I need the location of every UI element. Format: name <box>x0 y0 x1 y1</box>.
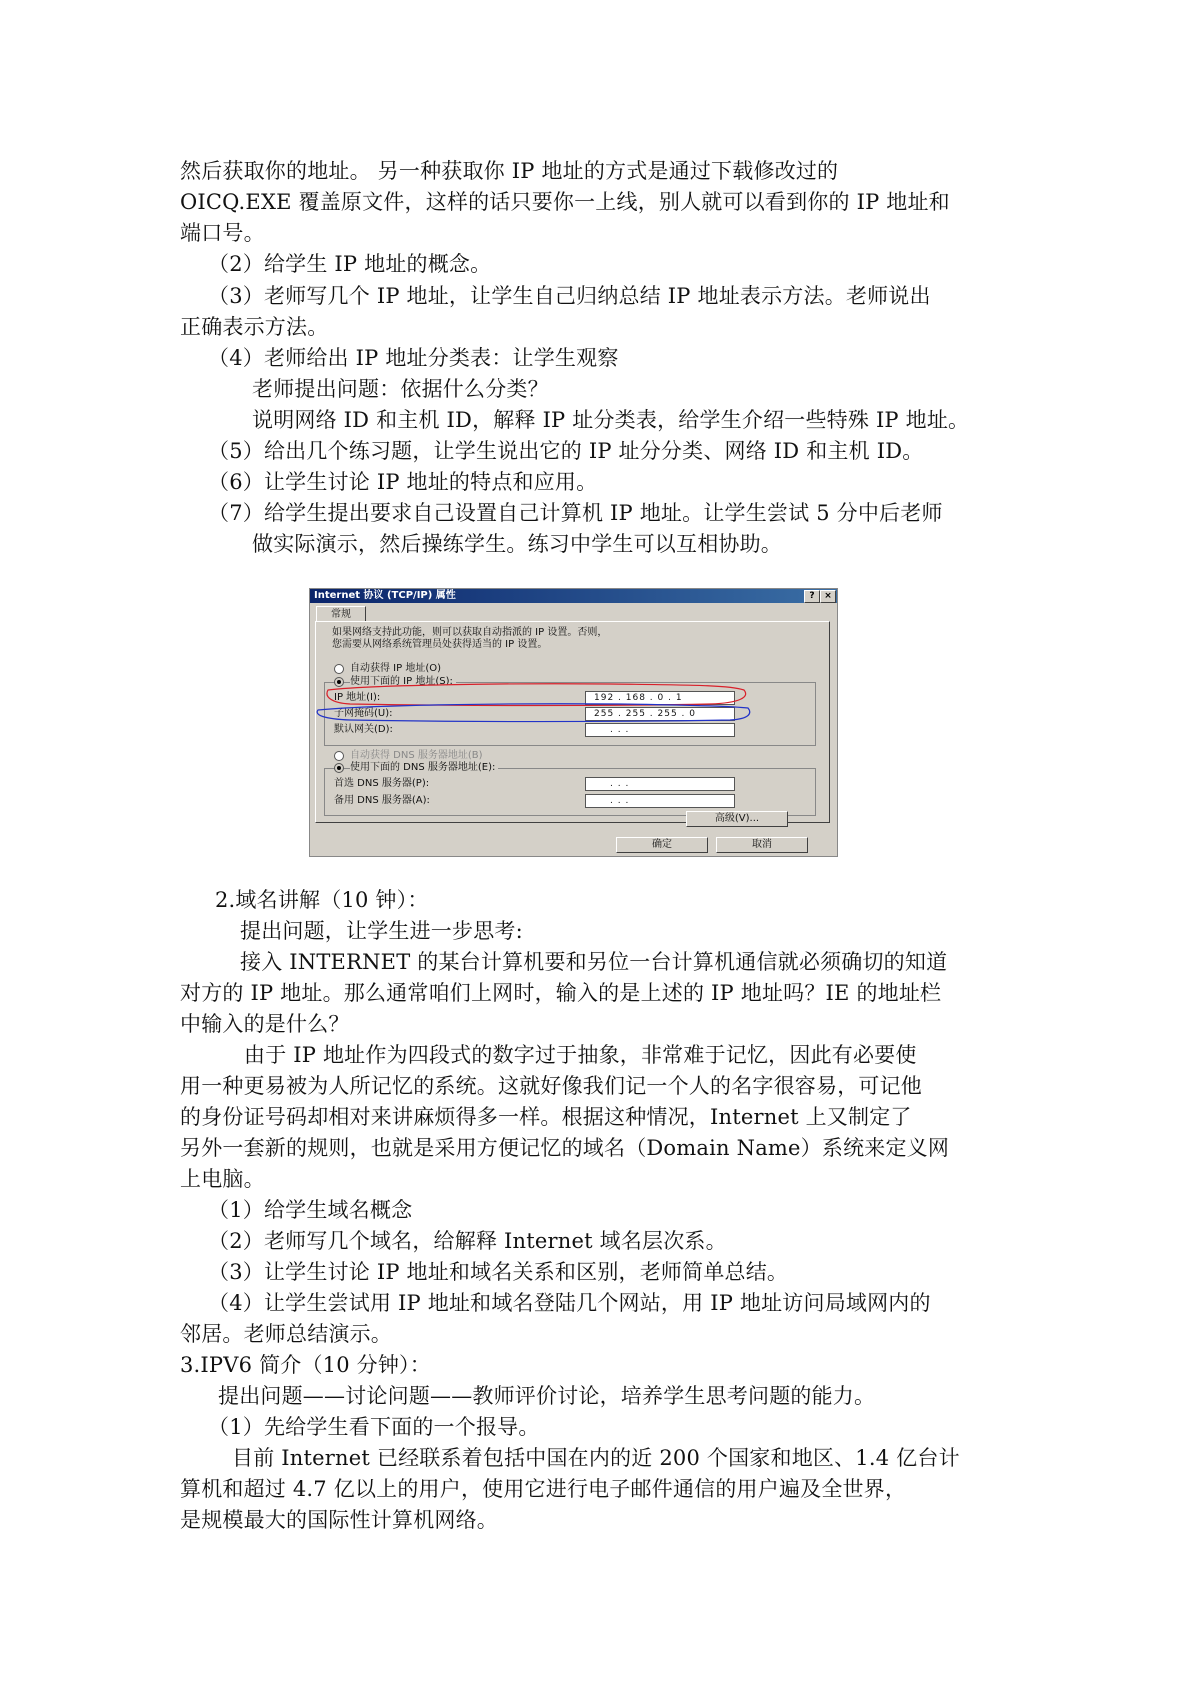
ip-address-label: IP 地址(I): <box>334 692 381 703</box>
dns2-value: . . . <box>610 796 630 806</box>
ip-address-highlight-circle <box>327 684 746 706</box>
advanced-button[interactable]: 高级(V)... <box>686 811 788 827</box>
paragraph-line: 中输入的是什么？ <box>180 1012 350 1036</box>
section3-heading: 3.IPV6 简介（10 分钟）： <box>180 1353 431 1377</box>
dns2-label: 备用 DNS 服务器(A): <box>334 795 430 806</box>
paragraph-line: 另外一套新的规则，也就是采用方便记忆的域名（Domain Name）系统来定义网 <box>180 1136 950 1160</box>
cancel-button[interactable]: 取消 <box>716 837 808 853</box>
paragraph-line: 接入 INTERNET 的某台计算机要和另位一台计算机通信就必须确切的知道 <box>240 950 948 974</box>
ok-button[interactable]: 确定 <box>616 837 708 853</box>
intro-text: 您需要从网络系统管理员处获得适当的 IP 设置。 <box>332 639 548 650</box>
radio-auto-dns-label: 自动获得 DNS 服务器地址(B) <box>350 750 483 761</box>
paragraph-line: 的身份证号码却相对来讲麻烦得多一样。根据这种情况，Internet 上又制定了 <box>180 1105 912 1129</box>
paragraph-line: 由于 IP 地址作为四段式的数字过于抽象，非常难于记忆，因此有必要使 <box>244 1043 917 1067</box>
step-item: （4）老师给出 IP 地址分类表：让学生观察 <box>208 346 619 370</box>
step-item: 做实际演示，然后操练学生。练习中学生可以互相协助。 <box>252 532 782 556</box>
paragraph-line: 然后获取你的地址。 另一种获取你 IP 地址的方式是通过下载修改过的 <box>180 159 839 183</box>
step-item: 邻居。老师总结演示。 <box>180 1322 392 1346</box>
help-button[interactable]: ? <box>804 590 820 603</box>
subnet-mask-value: 255 . 255 . 255 . 0 <box>594 709 697 719</box>
step-item: 老师提出问题：依据什么分类？ <box>252 377 549 401</box>
dns1-value: . . . <box>610 779 630 789</box>
dns1-label: 首选 DNS 服务器(P): <box>334 778 430 789</box>
subnet-mask-highlight-circle <box>317 704 750 722</box>
paragraph-line: 用一种更易被为人所记忆的系统。这就好像我们记一个人的名字很容易，可记他 <box>180 1074 922 1098</box>
section2-line: 提出问题，让学生进一步思考: <box>240 919 523 943</box>
step-item: （6）让学生讨论 IP 地址的特点和应用。 <box>208 470 598 494</box>
paragraph-line: 上电脑。 <box>180 1167 265 1191</box>
section3-line: （1）先给学生看下面的一个报导。 <box>208 1415 540 1439</box>
paragraph-line: 对方的 IP 地址。那么通常咱们上网时，输入的是上述的 IP 地址吗？IE 的地址栏 <box>180 981 942 1005</box>
step-item: （1）给学生域名概念 <box>208 1198 413 1222</box>
tcpip-properties-dialog <box>309 588 838 857</box>
radio-auto-ip-label: 自动获得 IP 地址(O) <box>350 663 442 674</box>
step-item: （5）给出几个练习题，让学生说出它的 IP 址分分类、网络 ID 和主机 ID。 <box>208 439 924 463</box>
paragraph-line: 算机和超过 4.7 亿以上的用户，使用它进行电子邮件通信的用户遍及全世界， <box>180 1477 907 1501</box>
paragraph-line: OICQ.EXE 覆盖原文件，这样的话只要你一上线，别人就可以看到你的 IP 地址和 <box>180 190 950 214</box>
annotation-layer <box>310 589 837 856</box>
ip-address-value: 192 . 168 . 0 . 1 <box>594 693 683 703</box>
radio-manual-dns-label: 使用下面的 DNS 服务器地址(E): <box>350 762 498 774</box>
section3-line: 提出问题——讨论问题——教师评价讨论，培养学生思考问题的能力。 <box>218 1384 876 1408</box>
step-item: （2）老师写几个域名，给解释 Internet 域名层次系。 <box>208 1229 727 1253</box>
radio-manual-ip-label: 使用下面的 IP 地址(S): <box>350 676 456 688</box>
gateway-label: 默认网关(D): <box>334 724 393 735</box>
section2-heading: 2.域名讲解（10 钟）： <box>215 888 429 912</box>
paragraph-line: 是规模最大的国际性计算机网络。 <box>180 1508 498 1532</box>
subnet-mask-label: 子网掩码(U): <box>334 708 393 719</box>
step-item: （3）让学生讨论 IP 地址和域名关系和区别，老师简单总结。 <box>208 1260 789 1284</box>
step-item: （7）给学生提出要求自己设置自己计算机 IP 地址。让学生尝试 5 分中后老师 <box>208 501 943 525</box>
step-item: （3）老师写几个 IP 地址，让学生自己归纳总结 IP 地址表示方法。老师说出 <box>208 284 931 308</box>
step-item: 说明网络 ID 和主机 ID，解释 IP 址分类表，给学生介绍一些特殊 IP 地址。 <box>252 408 970 432</box>
step-item: （2）给学生 IP 地址的概念。 <box>208 252 492 276</box>
step-item: 正确表示方法。 <box>180 315 329 339</box>
intro-text: 如果网络支持此功能，则可以获取自动指派的 IP 设置。否则， <box>332 627 608 638</box>
step-item: （4）让学生尝试用 IP 地址和域名登陆几个网站，用 IP 地址访问局域网内的 <box>208 1291 931 1315</box>
paragraph-line: 端口号。 <box>180 221 265 245</box>
dialog-title: Internet 协议 (TCP/IP) 属性 <box>314 590 456 601</box>
paragraph-line: 目前 Internet 已经联系着包括中国在内的近 200 个国家和地区、1.4 亿台计 <box>232 1446 960 1470</box>
tab-general[interactable]: 常规 <box>316 606 366 622</box>
close-button[interactable]: × <box>820 590 836 603</box>
gateway-value: . . . <box>610 725 630 735</box>
